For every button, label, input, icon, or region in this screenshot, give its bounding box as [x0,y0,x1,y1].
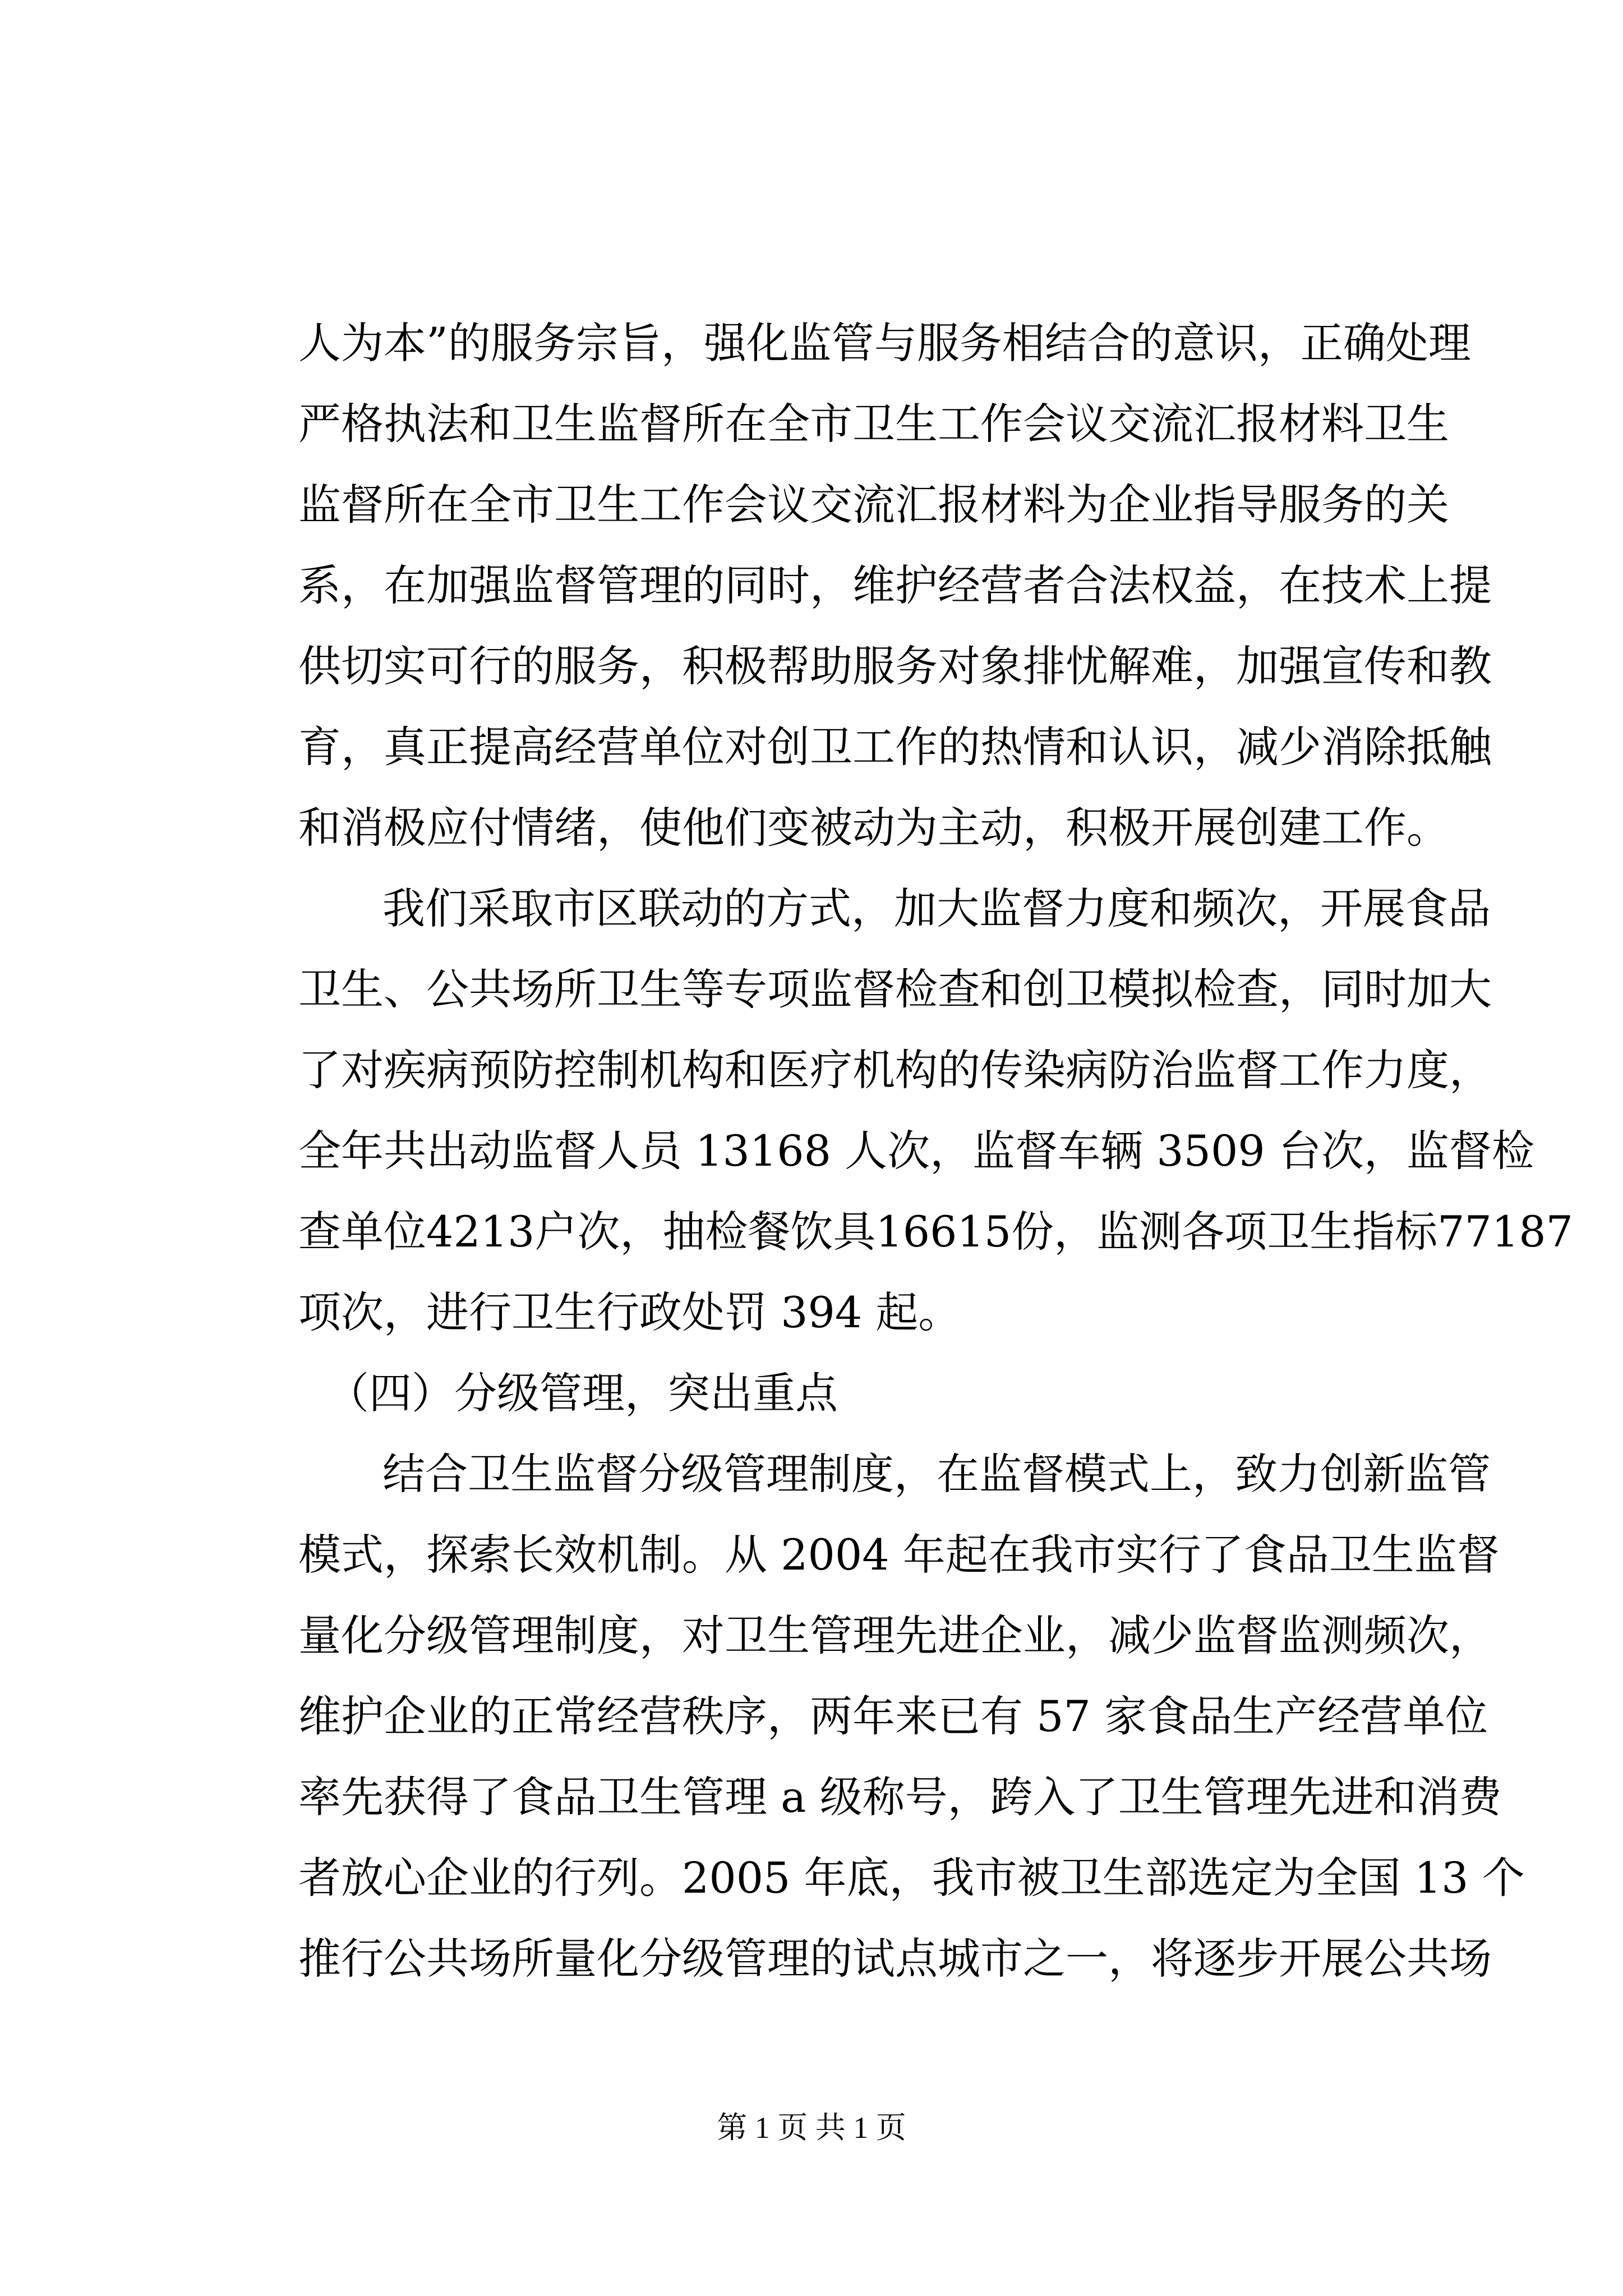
body-line: 了对疾病预防控制机构和医疗机构的传染病防治监督工作力度， [298,1045,1492,1095]
body-line: 项次，进行卫生行政处罚 394 起。 [298,1287,961,1337]
body-line: 监督所在全市卫生工作会议交流汇报材料为企业指导服务的关 [298,480,1449,530]
body-line: 量化分级管理制度，对卫生管理先进企业，减少监督监测频次， [298,1611,1492,1660]
body-line: 我们采取市区联动的方式，加大监督力度和频次，开展食品 [382,884,1491,933]
body-line: 系，在加强监督管理的同时，维护经营者合法权益，在技术上提 [298,560,1492,610]
body-line: 结合卫生监督分级管理制度，在监督模式上，致力创新监管 [382,1449,1491,1499]
body-line: 人为本”的服务宗旨，强化监管与服务相结合的意识，正确处理 [298,318,1471,368]
body-line: 推行公共场所量化分级管理的试点城市之一，将逐步开展公共场 [298,1934,1492,1984]
body-line: 育，真正提高经营单位对创卫工作的热情和认识，减少消除抵触 [298,722,1492,772]
section-heading: （四）分级管理，突出重点 [326,1368,838,1418]
body-line: 供切实可行的服务，积极帮助服务对象排忧解难，加强宣传和教 [298,641,1492,691]
body-line: 率先获得了食品卫生管理 a 级称号，跨入了卫生管理先进和消费 [298,1772,1502,1822]
body-line: 模式，探索长效机制。从 2004 年起在我市实行了食品卫生监督 [298,1530,1500,1580]
document-body [298,303,1573,1999]
body-line: 和消极应付情绪，使他们变被动为主动，积极开展创建工作。 [298,803,1449,853]
body-line: 查单位4213户次，抽检餐饮具16615份，监测各项卫生指标77187 [298,1207,1573,1257]
page-number-footer: 第 1 页 共 1 页 [717,2111,906,2145]
body-line: 严格执法和卫生监督所在全市卫生工作会议交流汇报材料卫生 [298,399,1449,449]
body-line: 卫生、公共场所卫生等专项监督检查和创卫模拟检查，同时加大 [298,964,1492,1014]
body-line: 维护企业的正常经营秩序，两年来已有 57 家食品生产经营单位 [298,1691,1488,1741]
body-line: 者放心企业的行列。2005 年底，我市被卫生部选定为全国 13 个 [298,1853,1525,1903]
body-line: 全年共出动监督人员 13168 人次，监督车辆 3509 台次，监督检 [298,1126,1534,1176]
